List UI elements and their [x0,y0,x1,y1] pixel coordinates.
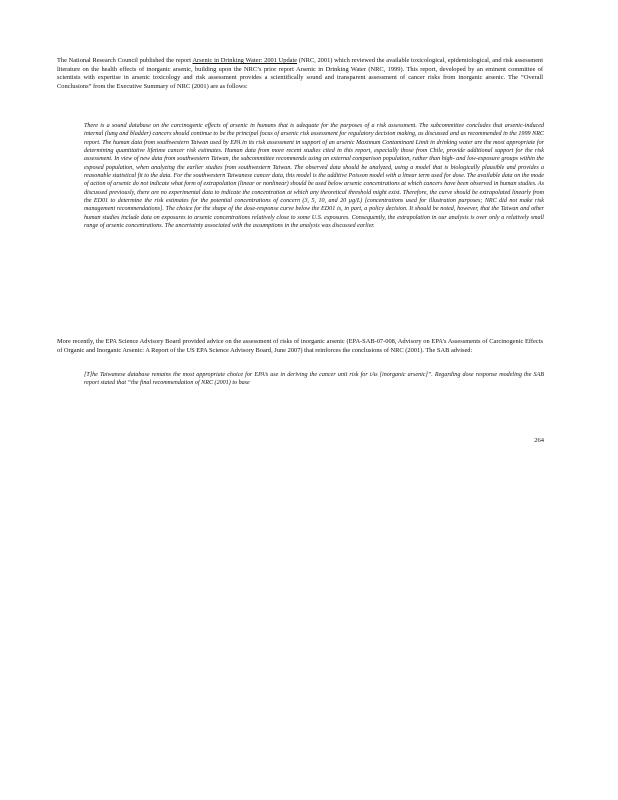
intro-paragraph [57,57,543,91]
report-title-link[interactable]: Arsenic in Drinking Water: 2001 Update [192,57,298,64]
sab-advice-quote: [T]he Taiwanese database remains the most appropriate choice for EPA’s use in deriving the cancer unit risk for iAs [inorganic arsenic]”. Regarding dose response modeling the SAB report stated that “the final recommendation of NRC (2001) to base [84,372,544,387]
page-number: 264 [534,437,544,444]
intro-text-start: The National Research Council published the report [57,57,193,64]
sab-paragraph: More recently, the EPA Science Advisory Board provided advice on the assessment of risks of inorganic arsenic (EPA-SAB-07-008, Advisory on EPA’s Assessments of Carcinogenic Effects of Organic and Inorganic Arsenic: A Report of the US EPA Science Advisory Board, June 2007) that reinforces the conclusions of NRC (2001). The SAB advised: [57,338,543,354]
nrc-conclusions-quote: There is a sound database on the carcinogenic effects of arsenic in humans that is adequate for the purposes of a risk assessment. The subcommittee concludes that arsenic-induced internal (lung and bladder) cancers should continue to be the principal focus of arsenic risk assessment for regulatory decision making, as discussed and as recommended in the 1999 NRC report. The human data from southwestern Taiwan used by EPA in its risk assessment in support of an arsenic Maximum Contaminant Limit in drinking water are the most appropriate for determining quantitative lifetime cancer risk estimates. Human data from more recent studies cited in this report, especially those from Chile, provide additional support for the risk assessment. In view of new data from southwestern Taiwan, the subcommittee recommends using an external comparison population, rather than high- and low-exposure groups within the exposed population, when analyzing the earlier studies from southwestern Taiwan. The observed data should be analyzed, using a model that is biologically plausible and provides a reasonable statistical fit to the data. For the southwestern Taiwanese cancer data, this model is the additive Poisson model with a linear term used for dose. The available data on the mode of action of arsenic do not indicate what form of extrapolation (linear or nonlinear) should be used below arsenic concentrations at which cancers have been observed in human studies. As discussed previously, there are no experimental data to indicate the concentration at which any theoretical threshold might exist. Therefore, the curve should be extrapolated linearly from the ED01 to determine the risk estimates for the potential concentrations of concern (3, 5, 10, and 20 µg/L) [concentrations used for illustration purposes; NRC did not make risk management recommendations]. The choice for the shape of the dose-response curve below the ED01 is, in part, a policy decision. It should be noted, however, that the Taiwan and other human studies include data on exposures to arsenic concentrations relatively close to some U.S. exposures. Consequently, the extrapolation in our analysis is over only a relatively small range of arsenic concentrations. The uncertainty associated with the assumptions in the analysis was discussed earlier. [84,123,544,230]
intro-text-end: (NRC, 2001) which reviewed the available toxicological, epidemiological, and risk assessment literature on the health effects of inorganic arsenic, building upon the NRC’s prior report Arsenic in Drinking Water (NRC, 1999). This report, developed by an eminent committee of scientists with expertise in arsenic toxicology and risk assessment provides a scientifically sound and transparent assessment of cancer risks from inorganic arsenic. The “Overall Conclusions” from the Executive Summary of NRC (2001) are as follows: [57,57,544,90]
